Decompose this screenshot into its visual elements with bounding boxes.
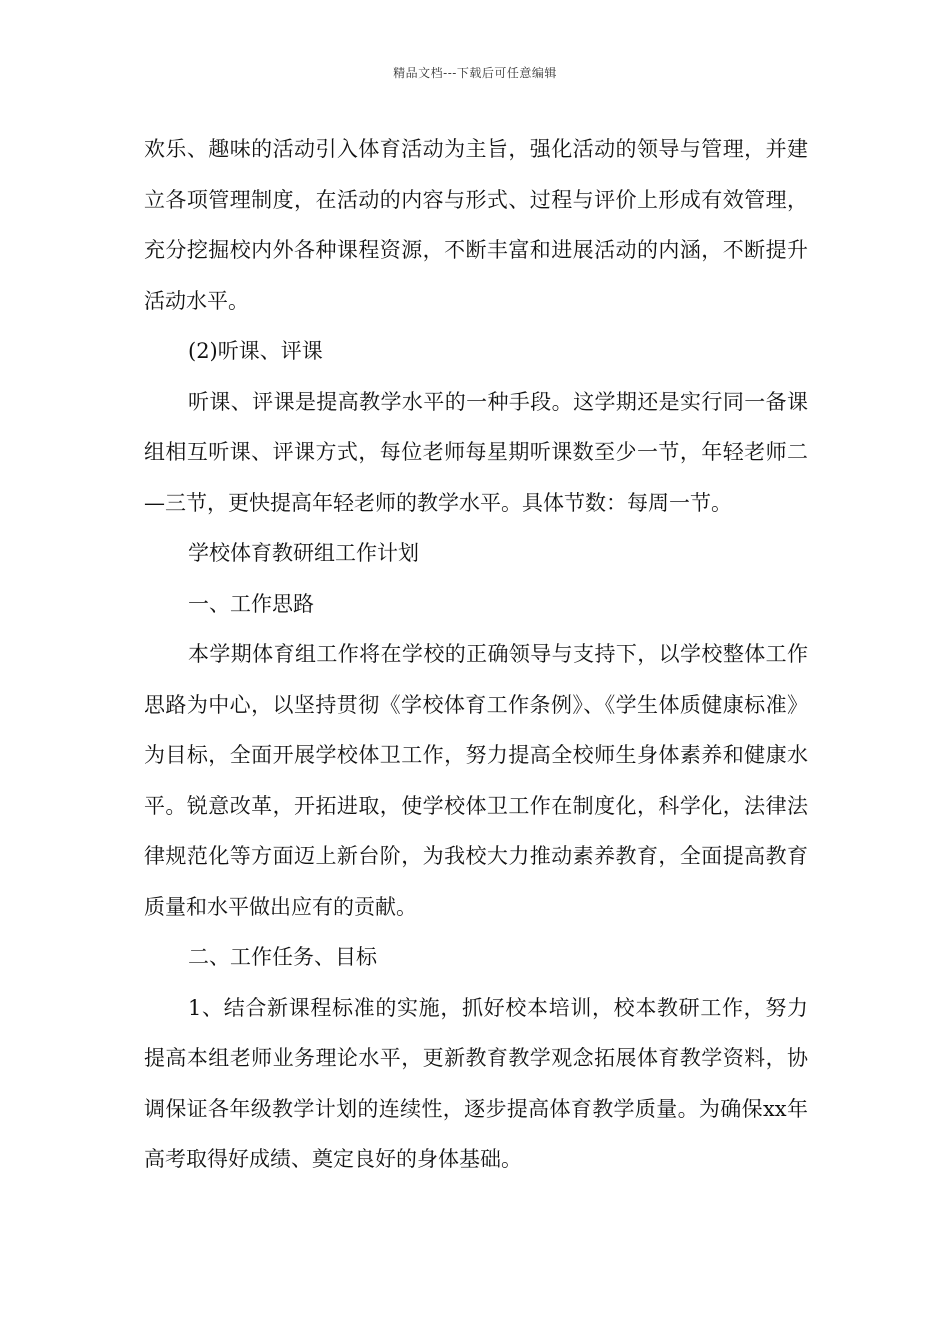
paragraph-lesson-observation: 听课、评课是提高教学水平的一种手段。这学期还是实行同一备课组相互听课、评课方式，每位老师每星期听课数至少一节，年轻老师二—三节，更快提高年轻老师的教学水平。具体节数：每周一节。: [144, 389, 808, 515]
document-body: [144, 124, 808, 1185]
paragraph-continuation: 欢乐、趣味的活动引入体育活动为主旨，强化活动的领导与管理，并建立各项管理制度，在活动的内容与形式、过程与评价上形成有效管理，充分挖掘校内外各种课程资源，不断丰富和进展活动的内涵，不断提升活动水平。: [144, 137, 808, 313]
paragraph-work-approach: 本学期体育组工作将在学校的正确领导与支持下，以学校整体工作思路为中心，以坚持贯彻《学校体育工作条例》、《学生体质健康标准》为目标，全面开展学校体卫工作，努力提高全校师生身体素养和健康水平。锐意改革，开拓进取，使学校体卫工作在制度化，科学化，法律法律规范化等方面迈上新台阶，为我校大力推动素养教育，全面提高教育质量和水平做出应有的贡献。: [144, 642, 808, 919]
heading-work-approach: 一、工作思路: [188, 591, 314, 616]
paragraph-task-1: 1、结合新课程标准的实施，抓好校本培训，校本教研工作，努力提高本组老师业务理论水平，更新教育教学观念拓展体育教学资料，协调保证各年级教学计划的连续性，逐步提高体育教学质量。为确保xx年高考取得好成绩、奠定良好的身体基础。: [144, 995, 808, 1171]
heading-tasks-goals: 二、工作任务、目标: [188, 945, 377, 969]
section-title: 学校体育教研组工作计划: [188, 541, 419, 565]
subheading-lesson-observation: (2)听课、评课: [188, 339, 323, 363]
page-header: 精品文档---下载后可任意编辑: [393, 66, 557, 80]
